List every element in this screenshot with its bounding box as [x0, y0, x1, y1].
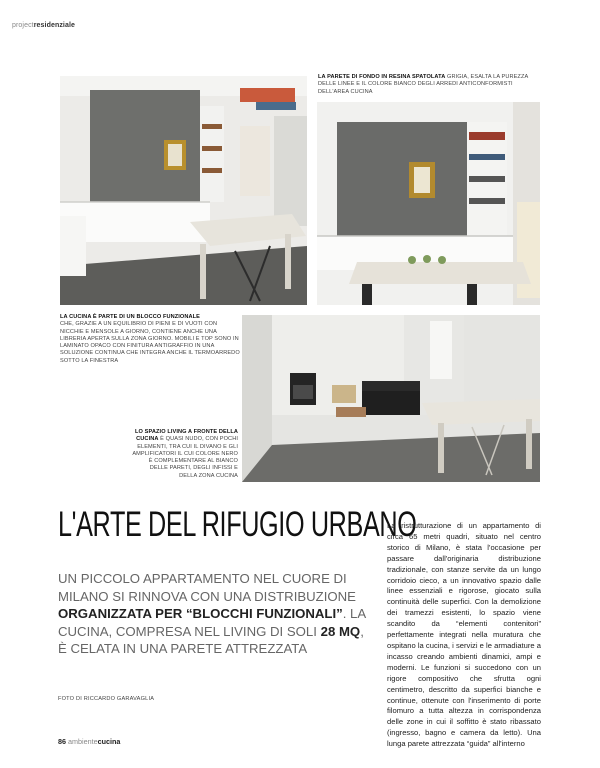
- magazine-name: cucina: [97, 737, 121, 746]
- living-caption-text: È QUASI NUDO, CON POCHI ELEMENTI, TRA CUI IL DIVANO E GLI AMPLIFICATORI IL CUI COLORE NERO È COMPLEMENTARE AL BIANCO DELLE PARETI, DEGLI INFISSI E DELLA ZONA CUCINA: [132, 436, 238, 479]
- lead-part-1: UN PICCOLO APPARTAMENTO NEL CUORE DI MILANO SI RINNOVA CON UNA DISTRIBUZIONE: [58, 571, 356, 604]
- lead-bold-2: 28 MQ: [320, 623, 361, 639]
- kitchen-photo: [60, 76, 307, 305]
- article-body: La ristrutturazione di un appartamento di circa 65 metri quadri, situato nel centro storico di Milano, è stata l'occasione per passare dall'originaria distribuzione tradizionale, con stanze servite da un lungo corridoio cieco, a un innovativo spazio dalle linee essenziali e rigorose, giocato sulla continuità delle superfici. Con la demolizione dei tramezzi esistenti, lo spazio viene scandito da “elementi contenitori” perfettamente integrati nella muratura che ospitano la cucina, i servizi e le armadiature a incasso creando ambienti dinamici, ampi e moderni. Le funzioni si succedono con un rigore compositivo che sfrutta ogni centimetro, descritto da superfici bianche e continue, ottenute con l'inserimento di porte filomuro a tutta altezza in corrispondenza delle zone in cui il soffitto è stato ribassato (ingresso, bagno e camera da letto). Una lunga parete attrezzata “guida” all'interno: [387, 521, 541, 749]
- living-caption-lead: LO SPAZIO LIVING A FRONTE DELLA CUCINA: [135, 429, 238, 443]
- living-caption: [130, 429, 238, 480]
- lead-bold-1: ORGANIZZATA PER “BLOCCHI FUNZIONALI”: [58, 606, 343, 621]
- living-room-photo: [242, 315, 540, 482]
- photo-credit: FOTO DI RICCARDO GARAVAGLIA: [58, 696, 155, 702]
- page-number: 86: [58, 737, 66, 746]
- article-lead: [58, 570, 376, 658]
- article-title: L'ARTE DEL RIFUGIO URBANO: [58, 505, 417, 544]
- resin-wall-photo: [317, 102, 540, 305]
- wall-caption: [318, 74, 540, 96]
- wall-caption-text: GRIGIA, ESALTA LA PUREZZA DELLE LINEE E IL COLORE BIANCO DEGLI ARREDI ANTICONFORMISTI DELL'AREA CUCINA: [318, 74, 528, 95]
- page-footer: [58, 737, 120, 746]
- lead-part-3: , È CELATA IN UNA PARETE ATTREZZATA: [58, 623, 364, 656]
- section-label: [12, 22, 75, 29]
- kitchen-caption-lead: LA CUCINA È PARTE DI UN BLOCCO FUNZIONALE: [60, 314, 201, 320]
- kitchen-caption-text: CHE, GRAZIE A UN EQUILIBRIO DI PIENI E DI VUOTI CON NICCHIE E MENSOLE A GIORNO, CONTIENE ANCHE UNA LIBRERIA APERTA SULLA ZONA GIORNO. MOBILI E TOP SONO IN LAMINATO OPACO CON FINITURA ANTIGRAFFIO IN UNA SOLUZIONE CONTINUA CHE INTEGRA ANCHE IL TERMOARREDO SOTTO LA FINESTRA: [60, 321, 240, 364]
- magazine-prefix: ambiente: [68, 737, 98, 746]
- section-name: residenziale: [33, 22, 75, 29]
- kitchen-caption: [60, 314, 240, 365]
- wall-caption-lead: LA PARETE DI FONDO IN RESINA SPATOLATA: [318, 74, 446, 80]
- lead-part-2: . LA CUCINA, COMPRESA NEL LIVING DI SOLI: [58, 606, 366, 639]
- section-prefix: project: [12, 22, 34, 29]
